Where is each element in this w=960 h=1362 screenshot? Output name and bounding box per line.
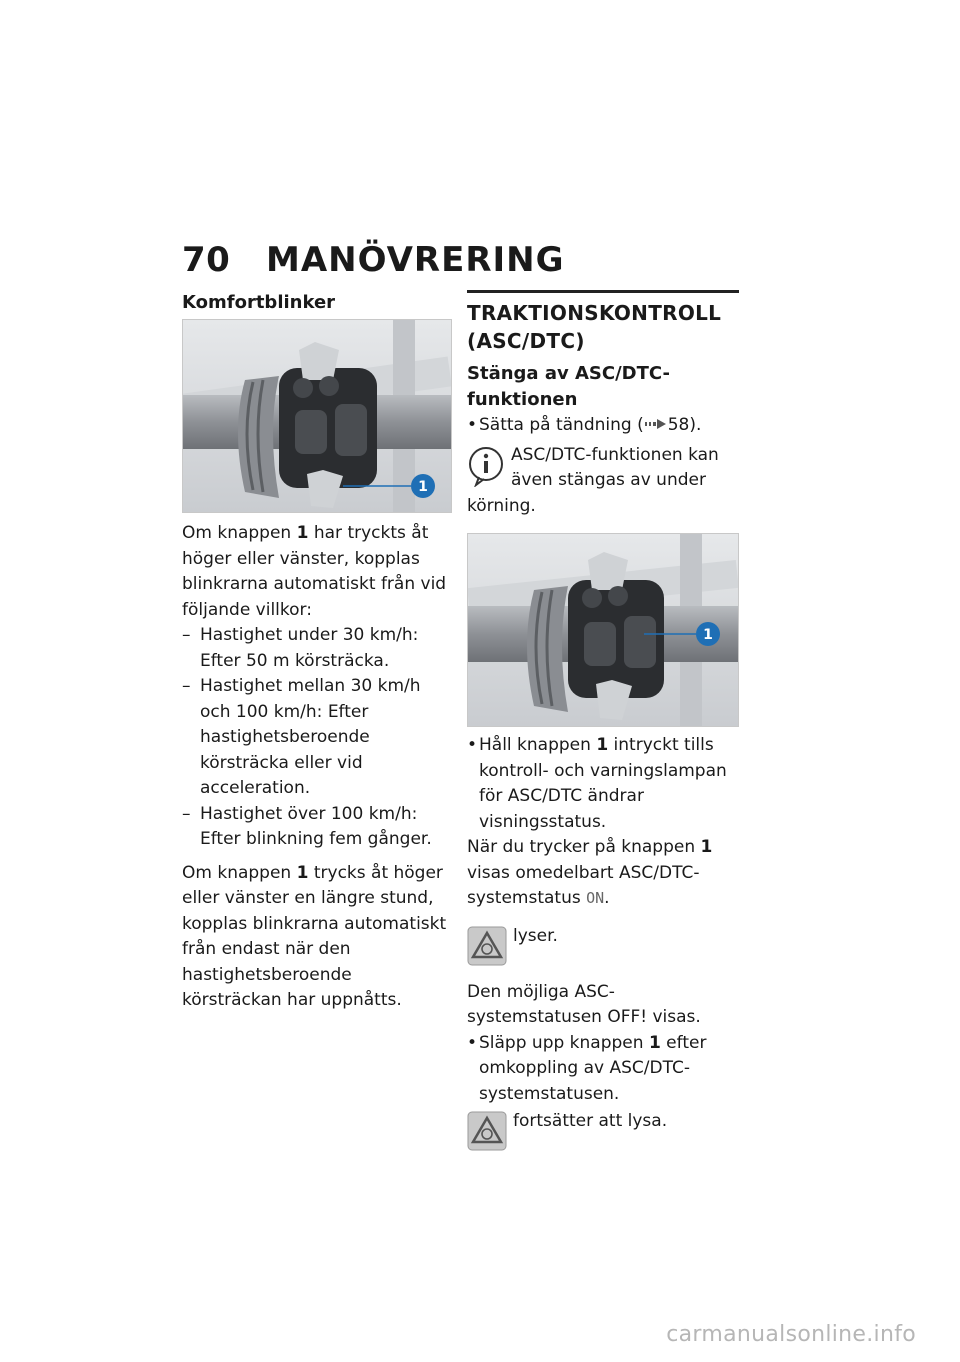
section-heading-traktionskontroll: TRAKTIONSKONTROLL (ASC/DTC) [467,290,739,355]
info-note: ASC/DTC-funktionen kan även stängas av under körning. [467,444,719,516]
condition-item: – Hastighet under 30 km/h: Efter 50 m körsträcka. [182,623,452,674]
handlebar-switch-illustration [468,534,738,726]
callout-label: 1 [418,479,428,495]
callout-label: 1 [703,627,713,643]
info-icon [467,445,505,487]
page-header [182,240,738,280]
page-number: 70 [182,240,231,280]
result-paragraph: När du trycker på knappen 1 visas omedelbart ASC/DTC-systemstatus ON. [467,837,713,908]
page-reference-arrow-icon [644,417,668,431]
chapter-title: MANÖVRERING [266,240,565,280]
condition-list [182,623,452,853]
lamp-note-1: lyser. [467,924,739,950]
step-ignition: • Sätta på tändning ( 58). [467,413,739,439]
switch-photo-2 [467,533,739,727]
right-column [467,290,739,1151]
switch-photo-1 [182,319,452,513]
condition-item: – Hastighet över 100 km/h: Efter blinkning fem gånger. [182,802,452,853]
intro-paragraph: Om knappen 1 har tryckts åt höger eller vänster, kopplas blinkrarna automatiskt från vid följande villkor: [182,523,447,620]
step-release-button: • Släpp upp knappen 1 efter omkoppling av ASC/DTC-systemstatusen. [467,1031,739,1108]
watermark: carmanualsonline.info [666,1322,916,1347]
warning-lamp-icon [467,1111,507,1151]
left-column [182,290,452,1014]
warning-lamp-icon [467,926,507,966]
step-hold-button: • Håll knappen 1 intryckt tills kontroll- och varningslampan för ASC/DTC ändrar visningsstatus. [467,733,739,835]
section-heading-komfortblinker: Komfortblinker [182,292,336,313]
status-off-paragraph: Den möjliga ASC-systemstatusen OFF! visas. [467,981,701,1027]
handlebar-switch-illustration [183,320,451,512]
condition-item: – Hastighet mellan 30 km/h och 100 km/h: Efter hastighetsberoende körsträcka eller vid acceleration. [182,674,452,802]
lamp-note-2: fortsätter att lysa. [467,1109,739,1135]
subheading-stanga-av: Stänga av ASC/DTC-funktionen [467,363,670,410]
outro-paragraph: Om knappen 1 trycks åt höger eller vänster en längre stund, kopplas blinkrarna automatiskt från endast när den hastighetsberoende körsträckan har uppnåtts. [182,862,447,1010]
